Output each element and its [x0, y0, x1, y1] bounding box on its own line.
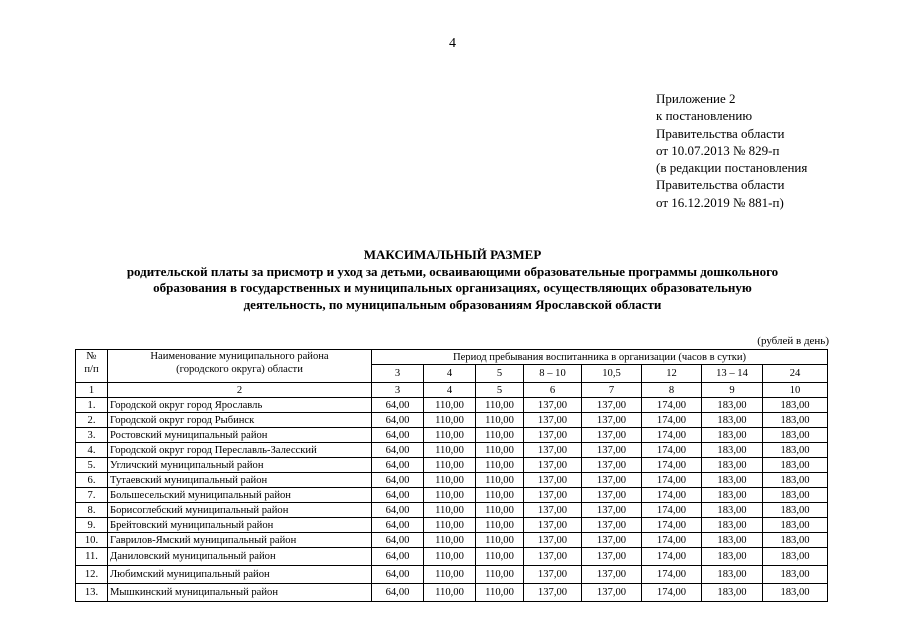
header-period-col: 10,5	[582, 365, 642, 383]
fee-value: 174,00	[642, 458, 702, 473]
fee-value: 137,00	[524, 413, 582, 428]
appendix-reference	[656, 90, 807, 211]
district-name: Даниловский муниципальный район	[108, 548, 372, 566]
header-number-line: №	[86, 351, 97, 362]
fee-value: 174,00	[642, 518, 702, 533]
fee-value: 183,00	[763, 518, 828, 533]
table-row	[76, 443, 828, 458]
fee-value: 110,00	[424, 413, 476, 428]
fee-value: 183,00	[702, 443, 763, 458]
district-name: Любимский муниципальный район	[108, 566, 372, 584]
fee-value: 137,00	[524, 428, 582, 443]
row-number: 13.	[76, 584, 108, 602]
fee-value: 110,00	[424, 443, 476, 458]
appendix-line: от 16.12.2019 № 881-п)	[656, 194, 784, 210]
title-line: образования в государственных и муниципальных организациях, осуществляющих образовательную	[153, 280, 752, 295]
fee-value: 183,00	[763, 413, 828, 428]
row-number: 11.	[76, 548, 108, 566]
fee-value: 174,00	[642, 503, 702, 518]
header-period: Период пребывания воспитанника в организации (часов в сутки)	[372, 350, 828, 365]
header-period-col: 24	[763, 365, 828, 383]
appendix-line: Правительства области	[656, 177, 785, 193]
table-row	[76, 503, 828, 518]
fee-value: 137,00	[524, 503, 582, 518]
index-cell: 6	[524, 383, 582, 398]
table-row	[76, 428, 828, 443]
header-number	[76, 350, 108, 383]
fee-value: 137,00	[524, 443, 582, 458]
fee-value: 174,00	[642, 533, 702, 548]
fee-value: 183,00	[763, 488, 828, 503]
index-cell: 8	[642, 383, 702, 398]
fee-value: 183,00	[702, 584, 763, 602]
fee-value: 137,00	[524, 473, 582, 488]
fee-value: 64,00	[372, 473, 424, 488]
fee-value: 137,00	[582, 503, 642, 518]
header-period-col: 3	[372, 365, 424, 383]
district-name: Тутаевский муниципальный район	[108, 473, 372, 488]
fee-value: 64,00	[372, 533, 424, 548]
fee-value: 174,00	[642, 488, 702, 503]
appendix-line: Приложение 2	[656, 91, 736, 106]
fee-value: 110,00	[424, 488, 476, 503]
title-line: деятельность, по муниципальным образованиям Ярославской области	[243, 296, 662, 312]
table-row	[76, 584, 828, 602]
row-number: 5.	[76, 458, 108, 473]
index-cell: 9	[702, 383, 763, 398]
row-number: 6.	[76, 473, 108, 488]
header-period-col: 13 – 14	[702, 365, 763, 383]
fee-value: 110,00	[424, 398, 476, 413]
row-number: 3.	[76, 428, 108, 443]
fee-value: 64,00	[372, 398, 424, 413]
fee-value: 137,00	[582, 548, 642, 566]
index-cell: 4	[424, 383, 476, 398]
fee-value: 137,00	[582, 533, 642, 548]
appendix-line: к постановлению	[656, 108, 753, 124]
district-name: Мышкинский муниципальный район	[108, 584, 372, 602]
header-period-col: 5	[476, 365, 524, 383]
fee-value: 137,00	[524, 584, 582, 602]
row-number: 1.	[76, 398, 108, 413]
appendix-line: (в редакции постановления	[656, 160, 808, 176]
fee-value: 110,00	[476, 458, 524, 473]
fee-value: 110,00	[424, 503, 476, 518]
fee-value: 183,00	[702, 398, 763, 413]
fee-value: 110,00	[476, 443, 524, 458]
fee-value: 137,00	[524, 566, 582, 584]
row-number: 4.	[76, 443, 108, 458]
fee-value: 110,00	[424, 584, 476, 602]
table-row	[76, 548, 828, 566]
fee-value: 183,00	[763, 584, 828, 602]
fee-value: 64,00	[372, 566, 424, 584]
table-row	[76, 566, 828, 584]
row-number: 8.	[76, 503, 108, 518]
fee-value: 110,00	[424, 566, 476, 584]
fee-value: 110,00	[424, 518, 476, 533]
header-name-line: Наименование муниципального района	[150, 351, 329, 362]
district-name: Угличский муниципальный район	[108, 458, 372, 473]
row-number: 2.	[76, 413, 108, 428]
fee-value: 64,00	[372, 488, 424, 503]
fee-value: 183,00	[763, 428, 828, 443]
fee-value: 110,00	[424, 533, 476, 548]
fee-value: 64,00	[372, 503, 424, 518]
fee-value: 137,00	[524, 458, 582, 473]
fee-table	[75, 349, 828, 602]
fee-value: 110,00	[476, 488, 524, 503]
fee-value: 174,00	[642, 428, 702, 443]
fee-value: 110,00	[424, 458, 476, 473]
fee-value: 183,00	[702, 566, 763, 584]
fee-value: 110,00	[424, 548, 476, 566]
appendix-line: Правительства области	[656, 125, 785, 141]
fee-value: 110,00	[476, 548, 524, 566]
fee-value: 183,00	[763, 566, 828, 584]
fee-value: 137,00	[524, 488, 582, 503]
fee-value: 183,00	[763, 473, 828, 488]
header-name-line: (городского округа) области	[176, 364, 303, 375]
row-number: 12.	[76, 566, 108, 584]
index-row	[76, 383, 828, 398]
fee-value: 183,00	[702, 518, 763, 533]
fee-value: 110,00	[476, 473, 524, 488]
fee-value: 110,00	[476, 518, 524, 533]
table-row	[76, 488, 828, 503]
fee-value: 183,00	[702, 413, 763, 428]
fee-value: 183,00	[702, 428, 763, 443]
title-heading: МАКСИМАЛЬНЫЙ РАЗМЕР	[363, 247, 542, 262]
header-period-col: 12	[642, 365, 702, 383]
fee-value: 137,00	[582, 398, 642, 413]
fee-value: 183,00	[763, 548, 828, 566]
document-title	[40, 247, 865, 313]
fee-value: 183,00	[763, 503, 828, 518]
fee-value: 64,00	[372, 518, 424, 533]
fee-value: 183,00	[702, 503, 763, 518]
title-line: родительской платы за присмотр и уход за детьми, осваивающими образовательные программы дошкольного	[126, 263, 779, 279]
fee-value: 183,00	[763, 533, 828, 548]
index-cell: 7	[582, 383, 642, 398]
fee-value: 137,00	[582, 413, 642, 428]
fee-value: 137,00	[524, 398, 582, 413]
fee-value: 64,00	[372, 428, 424, 443]
header-period-col: 8 – 10	[524, 365, 582, 383]
index-cell: 10	[763, 383, 828, 398]
table-row	[76, 518, 828, 533]
fee-value: 174,00	[642, 413, 702, 428]
fee-value: 174,00	[642, 566, 702, 584]
fee-value: 174,00	[642, 548, 702, 566]
fee-value: 183,00	[702, 473, 763, 488]
fee-value: 137,00	[582, 473, 642, 488]
fee-value: 64,00	[372, 458, 424, 473]
fee-value: 137,00	[582, 566, 642, 584]
fee-value: 183,00	[763, 443, 828, 458]
fee-value: 110,00	[424, 473, 476, 488]
row-number: 10.	[76, 533, 108, 548]
fee-value: 183,00	[763, 398, 828, 413]
fee-value: 110,00	[476, 584, 524, 602]
table-row	[76, 413, 828, 428]
fee-value: 174,00	[642, 473, 702, 488]
fee-value: 137,00	[582, 428, 642, 443]
district-name: Брейтовский муниципальный район	[108, 518, 372, 533]
fee-value: 183,00	[702, 458, 763, 473]
fee-value: 110,00	[476, 566, 524, 584]
district-name: Ростовский муниципальный район	[108, 428, 372, 443]
district-name: Большесельский муниципальный район	[108, 488, 372, 503]
page-number: 4	[449, 36, 456, 51]
fee-value: 110,00	[476, 503, 524, 518]
fee-value: 137,00	[524, 533, 582, 548]
fee-value: 137,00	[524, 518, 582, 533]
fee-value: 174,00	[642, 398, 702, 413]
fee-value: 64,00	[372, 443, 424, 458]
header-period-col: 4	[424, 365, 476, 383]
district-name: Городской округ город Ярославль	[108, 398, 372, 413]
appendix-line: от 10.07.2013 № 829-п	[656, 142, 780, 158]
fee-value: 110,00	[476, 413, 524, 428]
table-row	[76, 398, 828, 413]
fee-value: 174,00	[642, 443, 702, 458]
row-number: 7.	[76, 488, 108, 503]
header-number-line: п/п	[84, 364, 99, 375]
index-cell: 1	[76, 383, 108, 398]
district-name: Городской округ город Рыбинск	[108, 413, 372, 428]
fee-value: 64,00	[372, 413, 424, 428]
fee-value: 137,00	[582, 584, 642, 602]
fee-value: 183,00	[702, 548, 763, 566]
district-name: Борисоглебский муниципальный район	[108, 503, 372, 518]
row-number: 9.	[76, 518, 108, 533]
table-row	[76, 533, 828, 548]
fee-value: 183,00	[702, 488, 763, 503]
fee-value: 183,00	[763, 458, 828, 473]
index-cell: 3	[372, 383, 424, 398]
index-cell: 5	[476, 383, 524, 398]
district-name: Гаврилов-Ямский муниципальный район	[108, 533, 372, 548]
fee-value: 64,00	[372, 584, 424, 602]
fee-value: 110,00	[476, 533, 524, 548]
table-row	[76, 458, 828, 473]
fee-value: 137,00	[582, 458, 642, 473]
district-name: Городской округ город Переславль-Залесский	[108, 443, 372, 458]
table-row	[76, 473, 828, 488]
fee-value: 137,00	[582, 518, 642, 533]
fee-value: 110,00	[476, 428, 524, 443]
index-cell: 2	[108, 383, 372, 398]
fee-value: 110,00	[476, 398, 524, 413]
header-district-name	[108, 350, 372, 383]
fee-value: 137,00	[582, 443, 642, 458]
fee-value: 110,00	[424, 428, 476, 443]
fee-value: 137,00	[582, 488, 642, 503]
fee-value: 183,00	[702, 533, 763, 548]
fee-value: 64,00	[372, 548, 424, 566]
fee-value: 137,00	[524, 548, 582, 566]
units-note: (рублей в день)	[757, 335, 829, 347]
fee-value: 174,00	[642, 584, 702, 602]
